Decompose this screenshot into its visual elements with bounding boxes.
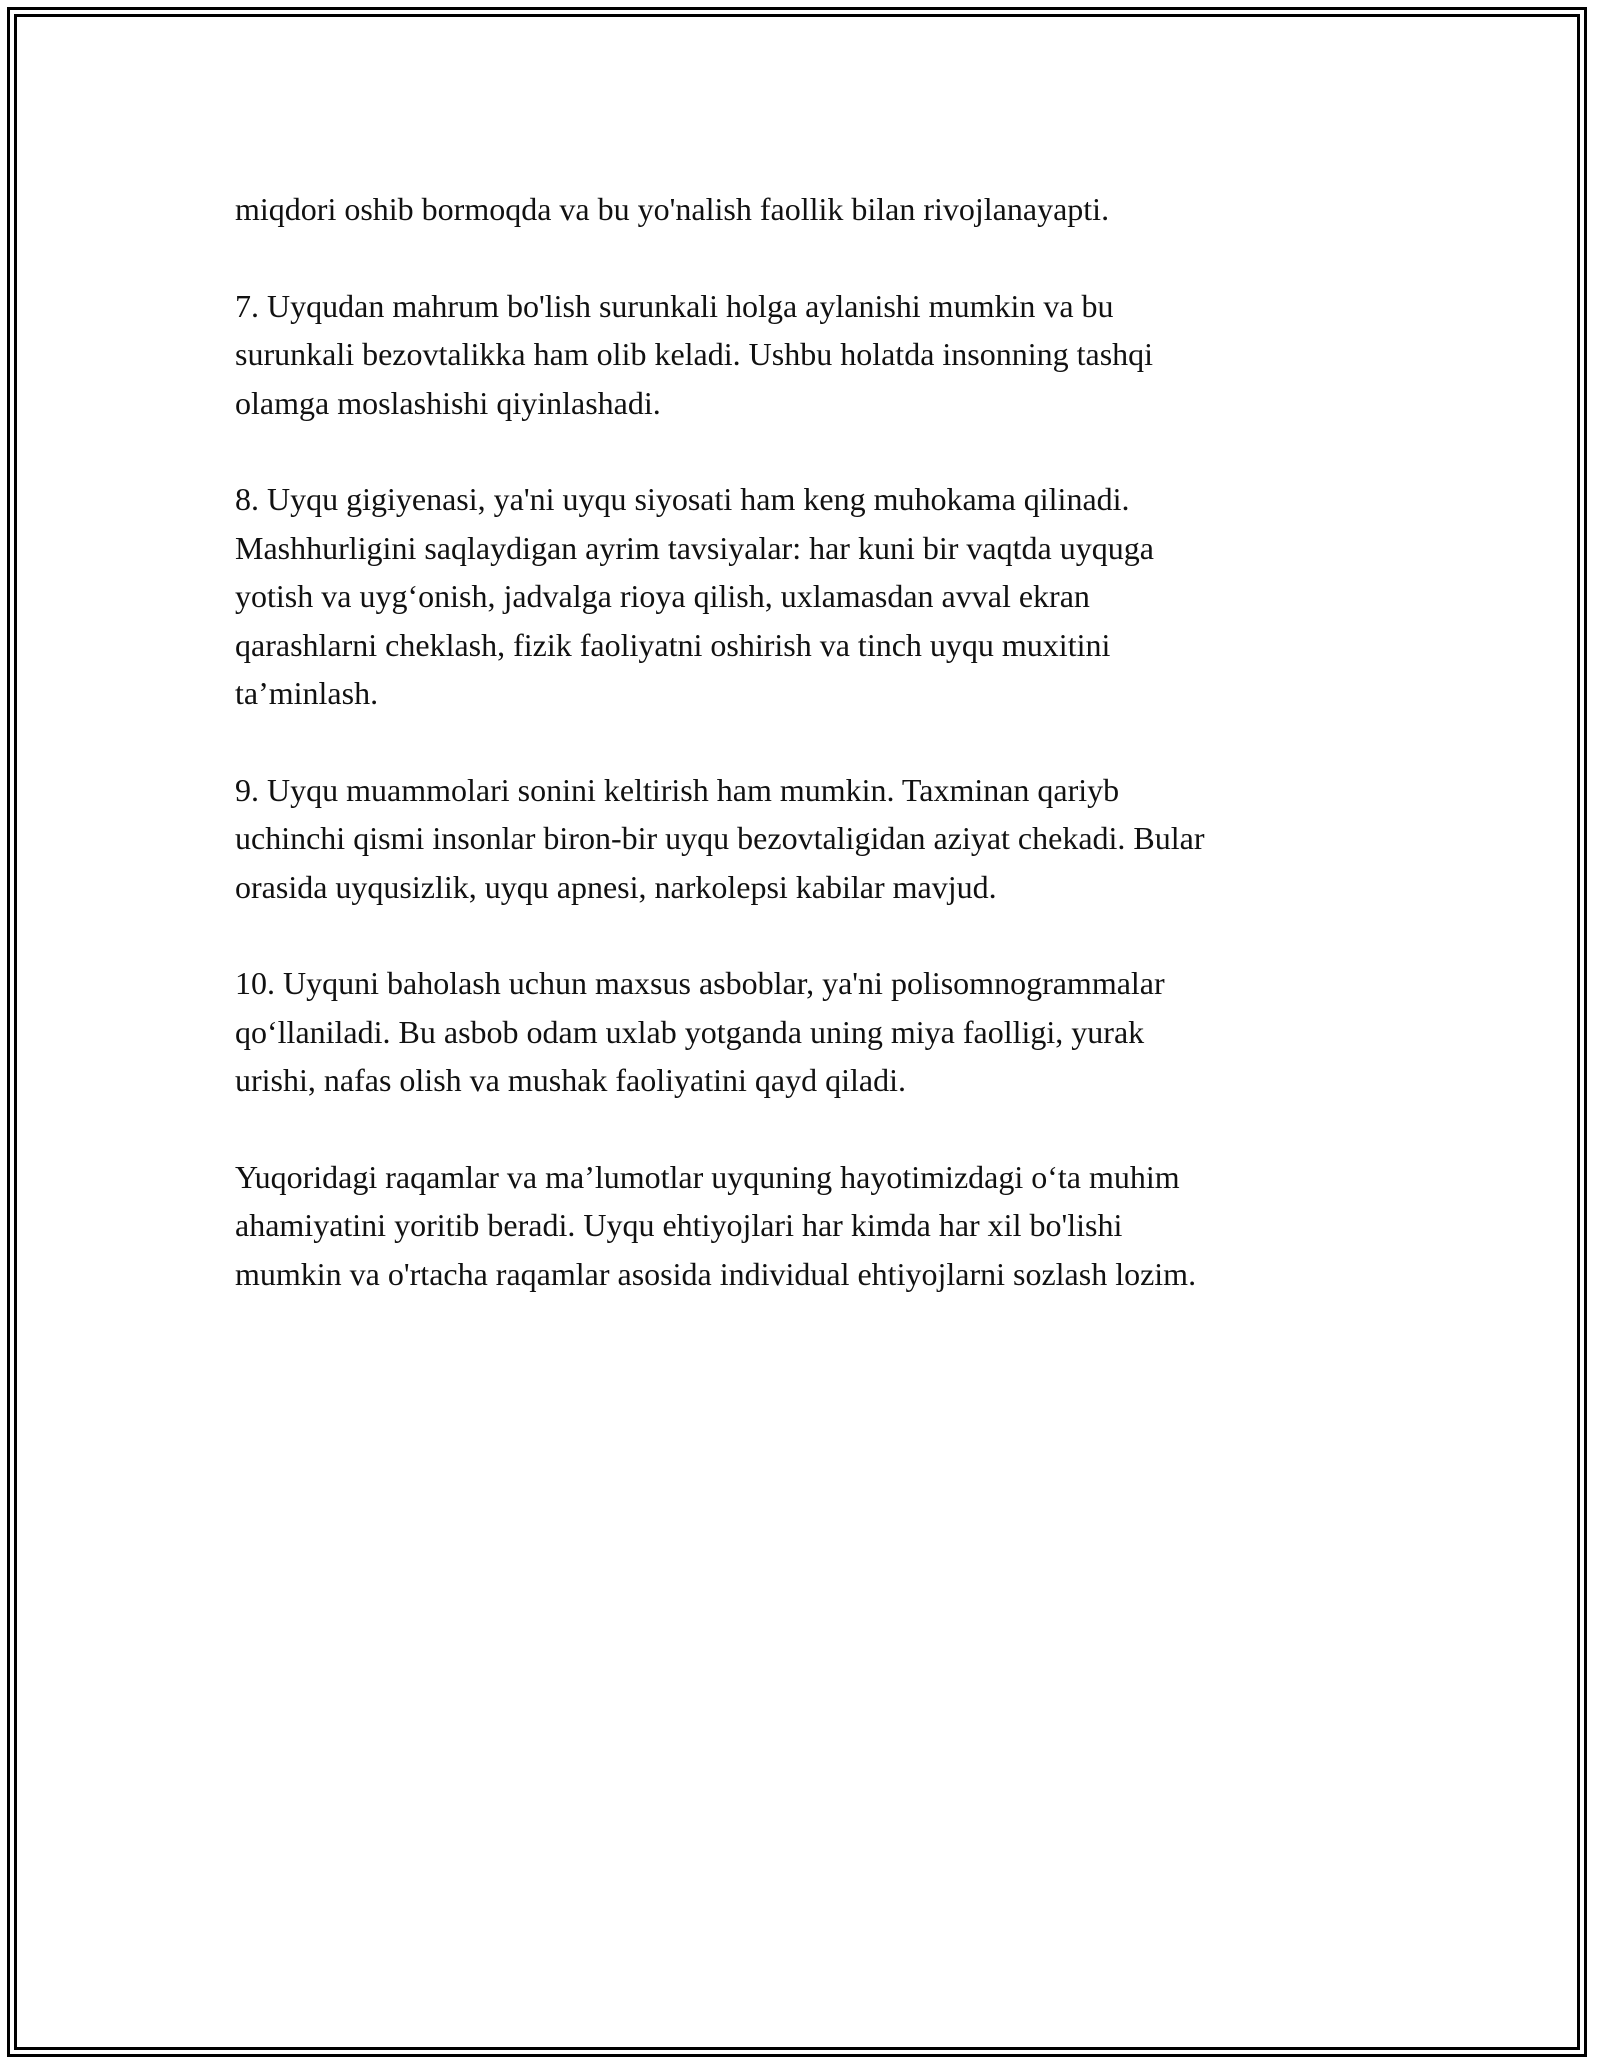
- paragraph-continuation: miqdori oshib bormoqda va bu yo'nalish faollik bilan rivojlanayapti.: [235, 191, 1110, 227]
- document-body: [235, 185, 1365, 1346]
- paragraph-item-7: 7. Uyqudan mahrum bo'lish surunkali holga aylanishi mumkin va bu surunkali bezovtalikka ham olib keladi. Ushbu holatda insonning tashqi olamga moslashishi qiyinlashadi.: [235, 287, 1154, 421]
- paragraph-item-8: 8. Uyqu gigiyenasi, ya'ni uyqu siyosati ham keng muhokama qilinadi. Mashhurligini saqlaydigan ayrim tavsiyalar: har kuni bir vaqtda uyquga yotish va uyg‘onish, jadvalga rioya qilish, uxlamasdan avval ekran qarashlarni cheklash, fizik faoliyatni oshirish va tinch uyqu muxitini ta’minlash.: [235, 481, 1154, 711]
- paragraph-conclusion: Yuqoridagi raqamlar va ma’lumotlar uyquning hayotimizdagi o‘ta muhim ahamiyatini yoritib beradi. Uyqu ehtiyojlari har kimda har xil bo'lishi mumkin va o'rtacha raqamlar asosida individual ehtiyojlarni sozlash lozim.: [235, 1158, 1197, 1292]
- paragraph-item-10: 10. Uyquni baholash uchun maxsus asboblar, ya'ni polisomnogrammalar qo‘llaniladi. Bu asbob odam uxlab yotganda uning miya faolligi, yurak urishi, nafas olish va mushak faoliyatini qayd qiladi.: [235, 965, 1165, 1098]
- paragraph-item-9: 9. Uyqu muammolari sonini keltirish ham mumkin. Taxminan qariyb uchinchi qismi insonlar biron-bir uyqu bezovtaligidan aziyat chekadi. Bular orasida uyqusizlik, uyqu apnesi, narkolepsi kabilar mavjud.: [235, 771, 1205, 905]
